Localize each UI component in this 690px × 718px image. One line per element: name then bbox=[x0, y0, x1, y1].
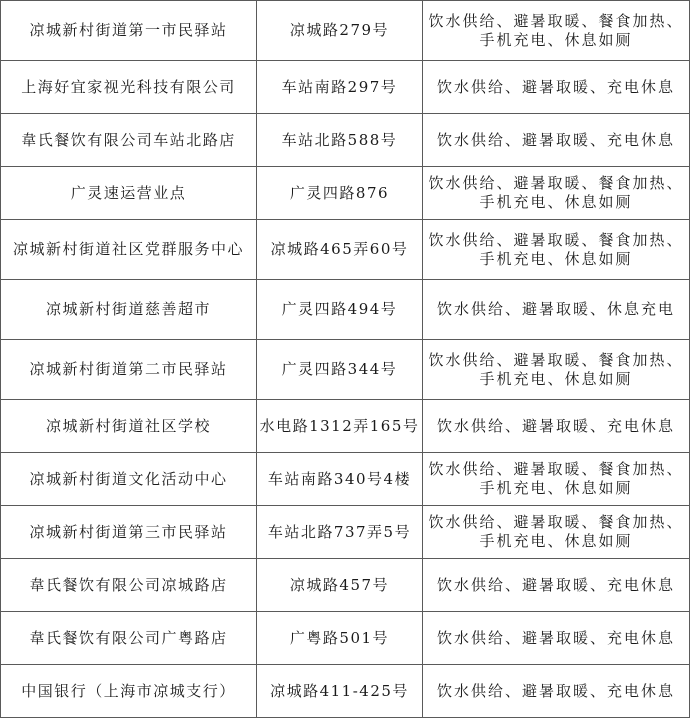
station-name-cell: 韋氏餐饮有限公司车站北路店 bbox=[1, 114, 257, 167]
services-line: 手机充电、休息如厕 bbox=[479, 193, 633, 211]
services-line: 饮水供给、避暑取暖、餐食加热、 bbox=[428, 513, 684, 531]
services-line: 饮水供给、避暑取暖、充电休息 bbox=[436, 77, 675, 96]
station-address-cell: 凉城路465弄60号 bbox=[257, 220, 423, 280]
services-line: 手机充电、休息如厕 bbox=[479, 479, 633, 497]
services-line: 手机充电、休息如厕 bbox=[479, 532, 633, 550]
station-name-cell: 韋氏餐饮有限公司凉城路店 bbox=[1, 559, 257, 612]
table-row bbox=[1, 280, 690, 340]
services-line: 饮水供给、避暑取暖、充电休息 bbox=[436, 628, 675, 647]
table-row bbox=[1, 61, 690, 114]
station-address-cell: 广灵四路494号 bbox=[257, 280, 423, 340]
station-name-cell: 韋氏餐饮有限公司广粤路店 bbox=[1, 612, 257, 665]
station-name-cell: 上海好宜家视光科技有限公司 bbox=[1, 61, 257, 114]
table-row bbox=[1, 400, 690, 453]
services-line: 饮水供给、避暑取暖、餐食加热、 bbox=[428, 11, 684, 30]
station-services-cell bbox=[423, 665, 690, 718]
table-row bbox=[1, 453, 690, 506]
services-line: 手机充电、休息如厕 bbox=[479, 30, 633, 49]
station-name-cell: 凉城新村街道第二市民驿站 bbox=[1, 340, 257, 400]
station-address-cell: 车站南路297号 bbox=[257, 61, 423, 114]
table-row bbox=[1, 220, 690, 280]
table-row bbox=[1, 506, 690, 559]
station-name-cell: 凉城新村街道第三市民驿站 bbox=[1, 506, 257, 559]
services-line: 饮水供给、避暑取暖、餐食加热、 bbox=[428, 174, 684, 192]
station-services-cell bbox=[423, 61, 690, 114]
station-services-cell bbox=[423, 1, 690, 61]
station-name-cell: 凉城新村街道社区学校 bbox=[1, 400, 257, 453]
station-services-cell bbox=[423, 559, 690, 612]
station-address-cell: 车站南路340号4楼 bbox=[257, 453, 423, 506]
services-line: 手机充电、休息如厕 bbox=[479, 369, 633, 388]
station-services-cell bbox=[423, 167, 690, 220]
services-line: 饮水供给、避暑取暖、充电休息 bbox=[436, 575, 675, 594]
station-address-cell: 凉城路457号 bbox=[257, 559, 423, 612]
station-services-cell bbox=[423, 114, 690, 167]
table-row bbox=[1, 1, 690, 61]
services-line: 饮水供给、避暑取暖、充电休息 bbox=[436, 681, 675, 700]
station-name-cell: 凉城新村街道第一市民驿站 bbox=[1, 1, 257, 61]
station-name-cell: 凉城新村街道文化活动中心 bbox=[1, 453, 257, 506]
station-services-cell bbox=[423, 453, 690, 506]
table-row bbox=[1, 340, 690, 400]
station-services-cell bbox=[423, 220, 690, 280]
services-line: 饮水供给、避暑取暖、充电休息 bbox=[436, 130, 675, 149]
table-row bbox=[1, 114, 690, 167]
station-table-body bbox=[1, 1, 690, 718]
station-address-cell: 广粤路501号 bbox=[257, 612, 423, 665]
station-address-cell: 水电路1312弄165号 bbox=[257, 400, 423, 453]
station-address-cell: 广灵四路876 bbox=[257, 167, 423, 220]
station-services-cell bbox=[423, 612, 690, 665]
table-row bbox=[1, 665, 690, 718]
station-address-cell: 凉城路279号 bbox=[257, 1, 423, 61]
station-name-cell: 中国银行（上海市凉城支行） bbox=[1, 665, 257, 718]
services-line: 手机充电、休息如厕 bbox=[479, 249, 633, 268]
station-address-cell: 凉城路411-425号 bbox=[257, 665, 423, 718]
station-address-cell: 车站北路737弄5号 bbox=[257, 506, 423, 559]
station-name-cell: 广灵速运营业点 bbox=[1, 167, 257, 220]
table-row bbox=[1, 559, 690, 612]
services-line: 饮水供给、避暑取暖、餐食加热、 bbox=[428, 460, 684, 478]
services-line: 饮水供给、避暑取暖、餐食加热、 bbox=[428, 350, 684, 369]
table-row bbox=[1, 612, 690, 665]
services-line: 饮水供给、避暑取暖、餐食加热、 bbox=[428, 230, 684, 249]
station-services-cell bbox=[423, 400, 690, 453]
station-name-cell: 凉城新村街道慈善超市 bbox=[1, 280, 257, 340]
station-address-cell: 广灵四路344号 bbox=[257, 340, 423, 400]
station-services-cell bbox=[423, 506, 690, 559]
station-services-cell bbox=[423, 280, 690, 340]
services-line: 饮水供给、避暑取暖、充电休息 bbox=[436, 416, 675, 435]
services-line: 饮水供给、避暑取暖、休息充电 bbox=[436, 300, 675, 318]
table-row bbox=[1, 167, 690, 220]
station-name-cell: 凉城新村街道社区党群服务中心 bbox=[1, 220, 257, 280]
station-services-cell bbox=[423, 340, 690, 400]
station-address-cell: 车站北路588号 bbox=[257, 114, 423, 167]
